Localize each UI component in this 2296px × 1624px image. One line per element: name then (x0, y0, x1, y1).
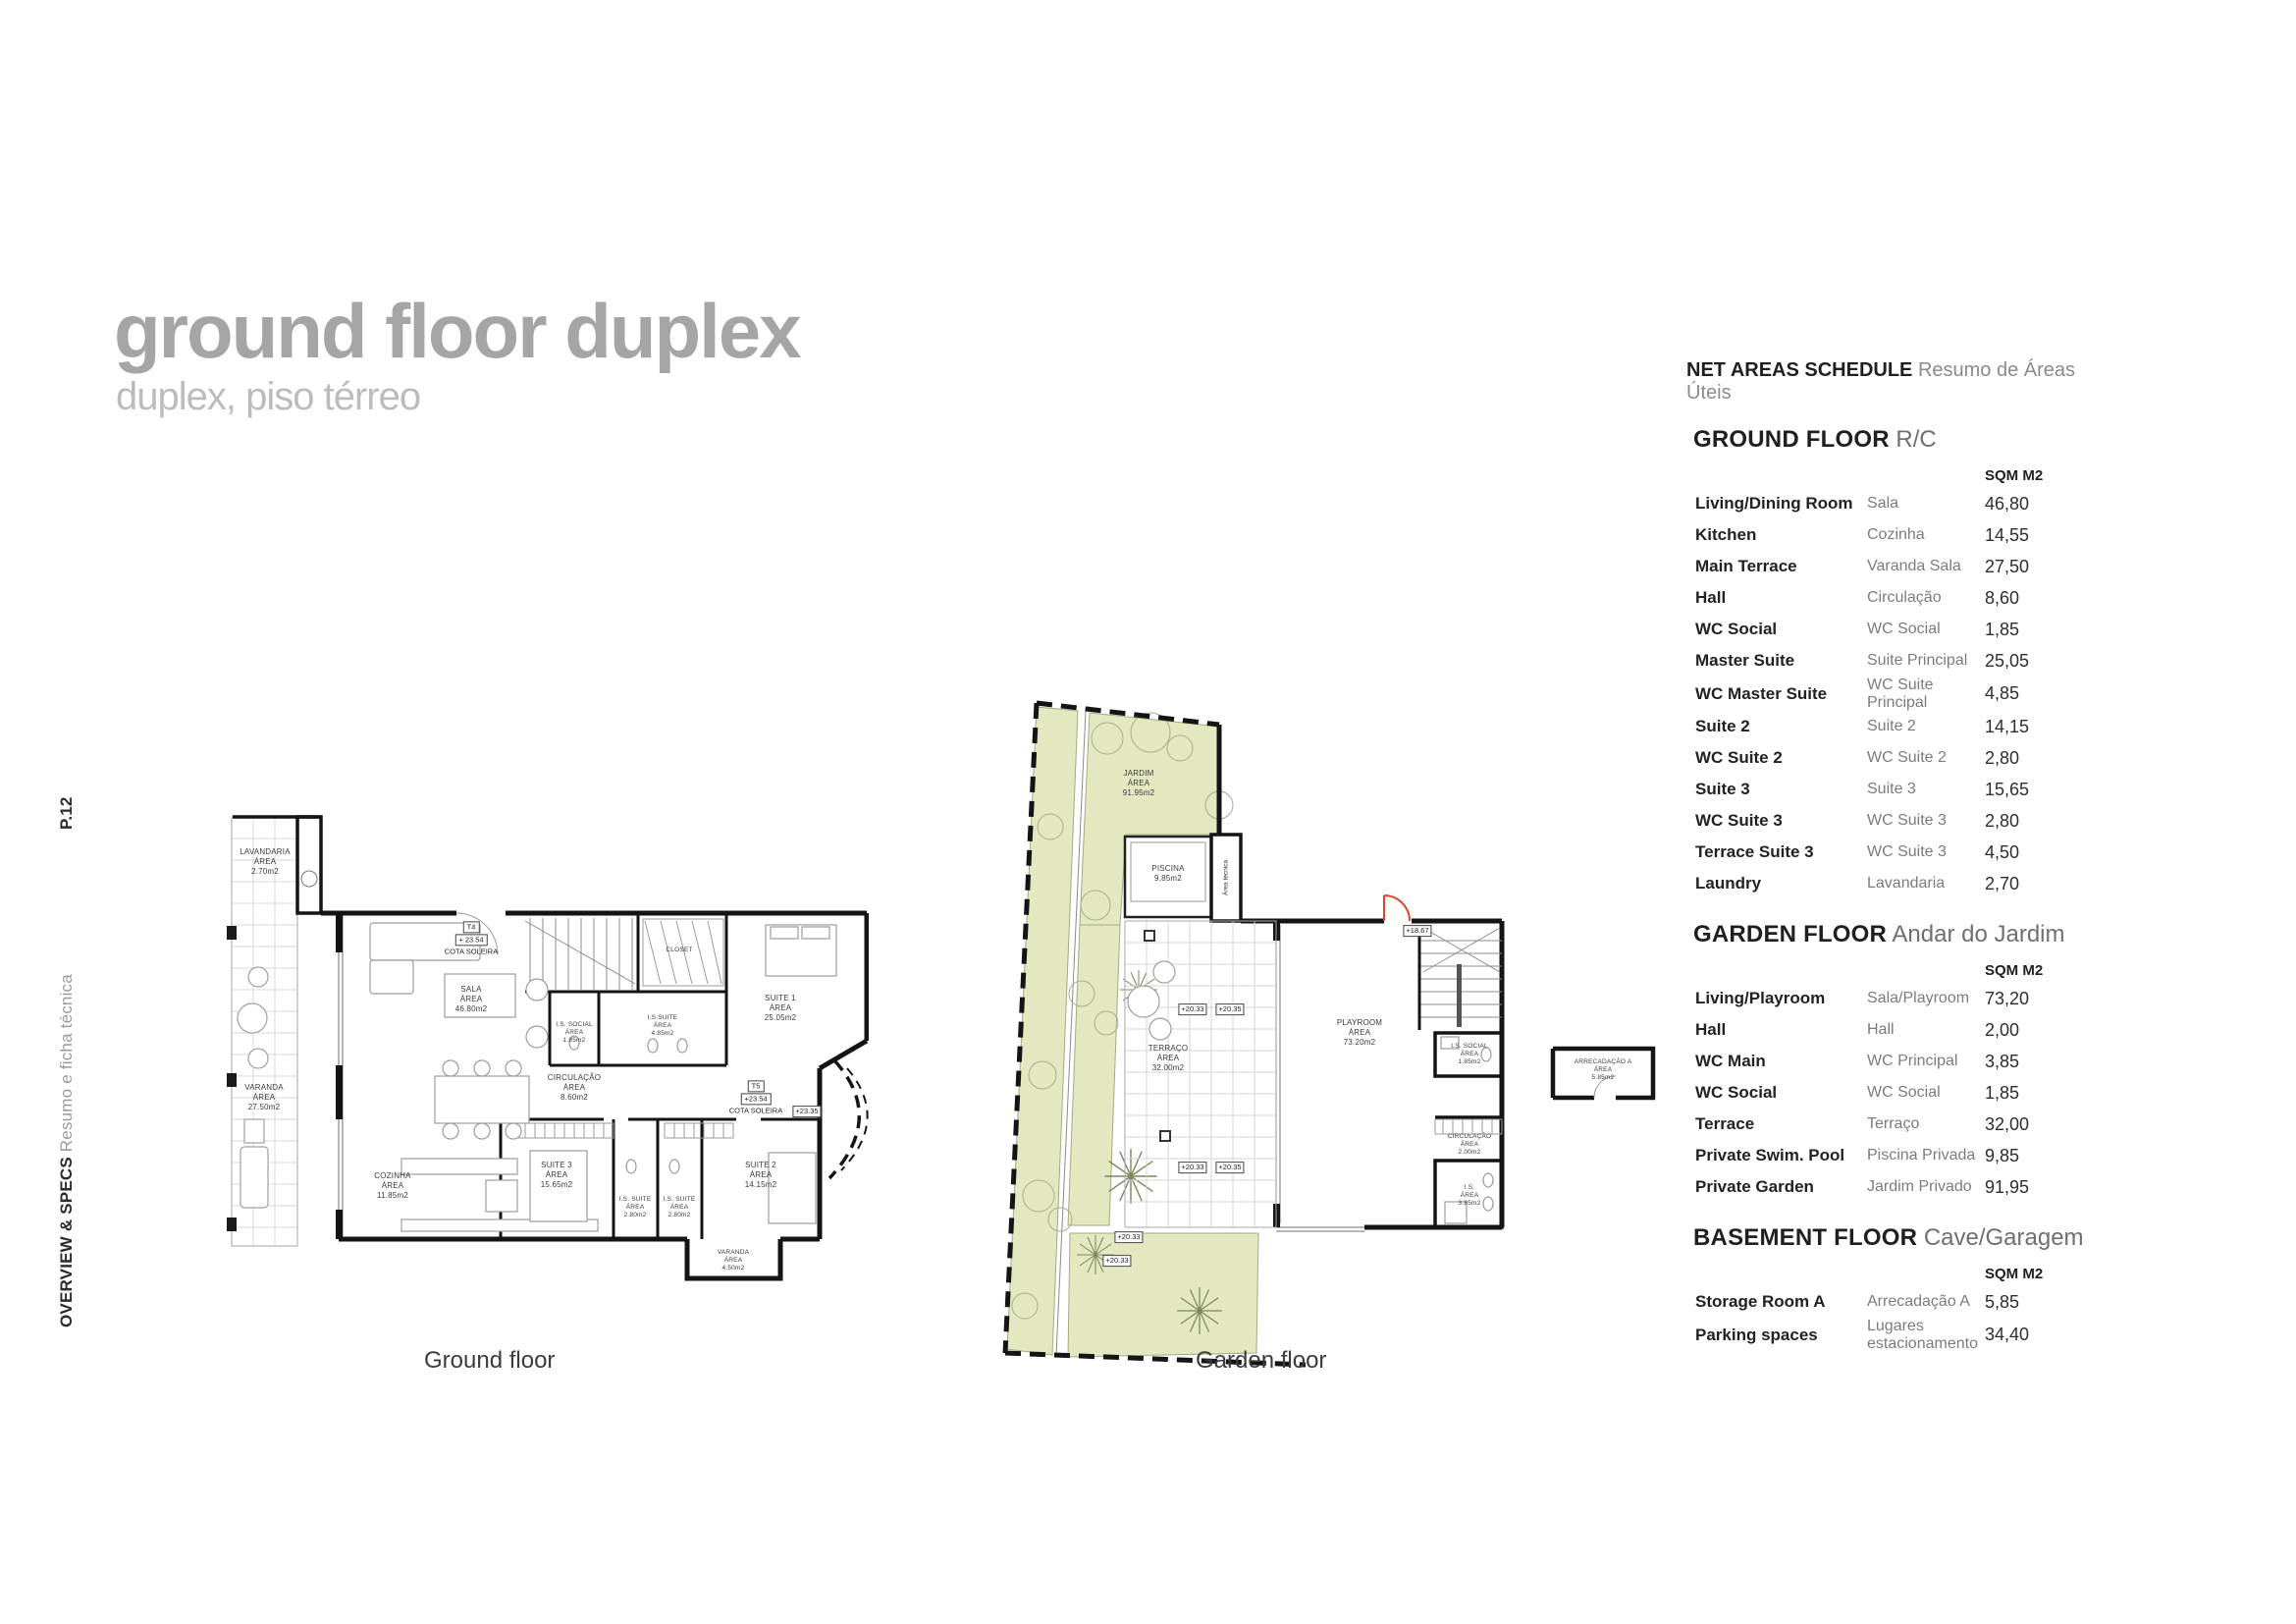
row-value: 8,60 (1985, 587, 2020, 608)
row-label-en: WC Suite 2 (1695, 748, 1783, 768)
row-label-en: Kitchen (1695, 525, 1757, 544)
row-value: 15,65 (1985, 779, 2030, 799)
row-value: 25,05 (1985, 650, 2030, 671)
schedule-row (1695, 551, 2125, 582)
row-label-pt: Hall (1867, 1021, 1895, 1039)
row-label-en: Master Suite (1695, 651, 1795, 670)
row-label-pt: Terraço (1867, 1115, 1920, 1133)
schedule-rows (1695, 983, 2125, 1203)
schedule-rows (1695, 488, 2125, 899)
plan-label: +23.35 (792, 1106, 821, 1117)
schedule-row (1695, 742, 2125, 774)
plan-label: SUITE 2 ÁREA 14.15m2 (744, 1161, 777, 1189)
row-value: 14,15 (1985, 716, 2030, 736)
plan-label: TERRAÇO ÁREA 32.00m2 (1148, 1044, 1189, 1072)
page-number: P.12 (57, 796, 76, 830)
page-number-vertical (57, 796, 77, 830)
row-label-en: Terrace Suite 3 (1695, 842, 1814, 862)
schedule-row (1695, 1014, 2125, 1046)
row-label-en: Hall (1695, 588, 1727, 607)
row-value: 9,85 (1985, 1145, 2020, 1165)
row-value: 73,20 (1985, 988, 2030, 1008)
row-label-pt: Suite 2 (1867, 718, 1916, 735)
row-label-pt: WC Suite 3 (1867, 843, 1947, 861)
plan-label: SALA ÁREA 46.80m2 (454, 985, 488, 1013)
title-block (114, 288, 800, 418)
plan-label: LAVANDARIA ÁREA 2.70m2 (240, 847, 291, 876)
schedule-title-en: NET AREAS SCHEDULE (1686, 359, 1913, 381)
schedule-row (1695, 1286, 2125, 1318)
row-label-en: WC Suite 3 (1695, 811, 1783, 831)
sqm-header-row (1695, 1266, 2125, 1282)
schedule-row (1695, 711, 2125, 742)
row-label-en: Terrace (1695, 1114, 1755, 1134)
row-value: 3,85 (1985, 1051, 2020, 1071)
sqm-header: SQM M2 (1985, 1266, 2044, 1283)
plan-label: I.S.SUITE ÁREA 4.85m2 (647, 1013, 678, 1038)
plan-label: Área técnica (1222, 859, 1230, 896)
plan-label: I.S. ÁREA 3.85m2 (1458, 1183, 1481, 1208)
schedule-row (1695, 614, 2125, 645)
ground-floor-plan-labels (191, 530, 869, 1326)
row-value: 91,95 (1985, 1176, 2030, 1197)
schedule-row (1695, 488, 2125, 519)
plan-label: +20.33 (1178, 1003, 1206, 1015)
row-label-pt: Sala (1867, 495, 1899, 513)
plan-label: CLOSET (666, 946, 693, 953)
schedule-sections (1683, 426, 2125, 1352)
plan-label: VARANDA ÁREA 27.50m2 (244, 1083, 284, 1111)
plan-label: COZINHA ÁREA 11.85m2 (374, 1171, 411, 1200)
row-label-pt: Arrecadação A (1867, 1293, 1970, 1311)
row-label-en: WC Master Suite (1695, 683, 1828, 703)
row-value: 2,80 (1985, 810, 2020, 831)
plan-label: T4 + 23.54 COTA SOLEIRA (444, 922, 499, 955)
row-label-en: Private Swim. Pool (1695, 1146, 1845, 1165)
page-title: ground floor duplex (114, 288, 800, 374)
row-label-pt: Cozinha (1867, 526, 1925, 544)
plan-label: ARRECADAÇÃO A ÁREA 5.85m2 (1574, 1057, 1632, 1082)
plan-label: JARDIM ÁREA 91.95m2 (1122, 769, 1155, 797)
schedule-title-pt: Resumo de Áreas Úteis (1686, 359, 2076, 404)
plan-label: +20.33 (1102, 1255, 1131, 1267)
section-label-en: OVERVIEW & SPECS (57, 1157, 76, 1327)
plan-label: +18.67 (1403, 925, 1431, 937)
row-value: 1,85 (1985, 1082, 2020, 1103)
row-value: 27,50 (1985, 556, 2030, 576)
row-label-pt: WC Social (1867, 1084, 1941, 1102)
sqm-header-row (1695, 467, 2125, 484)
plan-label: PISCINA 9,85m2 (1151, 864, 1185, 883)
schedule-row (1695, 677, 2125, 711)
row-label-pt: WC Principal (1867, 1053, 1958, 1070)
row-label-pt: WC Suite Principal (1867, 677, 1934, 711)
schedule-section-header: GARDEN FLOOR Andar do Jardim (1693, 921, 2065, 948)
plan-label: +20.33 (1114, 1231, 1143, 1243)
plan-label: +20.35 (1215, 1162, 1244, 1173)
sqm-header: SQM M2 (1985, 962, 2044, 980)
row-label-pt: WC Suite 2 (1867, 749, 1947, 767)
row-value: 2,00 (1985, 1019, 2020, 1040)
row-value: 32,00 (1985, 1113, 2030, 1134)
row-label-en: Living/Dining Room (1695, 494, 1853, 513)
page-subtitle: duplex, piso térreo (116, 375, 421, 418)
row-value: 14,55 (1985, 524, 2030, 545)
row-label-en: WC Main (1695, 1052, 1766, 1071)
row-value: 2,80 (1985, 747, 2020, 768)
schedule-row (1695, 1318, 2125, 1352)
row-label-en: Storage Room A (1695, 1292, 1826, 1312)
plan-label: I.S. SUITE ÁREA 2.80m2 (618, 1195, 652, 1219)
schedule-row (1695, 582, 2125, 614)
schedule-section-header: GROUND FLOOR R/C (1693, 426, 1937, 453)
plan-label: SUITE 1 ÁREA 25.05m2 (764, 994, 797, 1022)
row-label-pt: Suite Principal (1867, 652, 1968, 670)
schedule-row (1695, 1171, 2125, 1203)
row-value: 34,40 (1985, 1325, 2030, 1345)
schedule-row (1695, 983, 2125, 1014)
sqm-header-row (1695, 962, 2125, 979)
schedule-row (1695, 1077, 2125, 1109)
schedule-row (1695, 1140, 2125, 1171)
row-label-pt: Circulação (1867, 589, 1942, 607)
row-label-pt: WC Suite 3 (1867, 812, 1947, 830)
schedule-row (1695, 868, 2125, 899)
plan-label: VARANDA ÁREA 4.50m2 (717, 1248, 750, 1272)
row-value: 4,50 (1985, 841, 2020, 862)
row-label-pt: Lavandaria (1867, 875, 1946, 893)
schedule-row (1695, 774, 2125, 805)
plan-label: CIRCULAÇÃO ÁREA 2.00m2 (1447, 1132, 1492, 1157)
schedule-section-header: BASEMENT FLOOR Cave/Garagem (1693, 1224, 2084, 1252)
ground-floor-caption: Ground floor (424, 1347, 556, 1374)
plan-label: CIRCULAÇÃO ÁREA 8.60m2 (547, 1073, 602, 1102)
garden-floor-plan (991, 677, 1679, 1384)
garden-floor-caption: Garden floor (1196, 1347, 1327, 1374)
net-areas-schedule (1683, 359, 2125, 1352)
row-label-pt: Sala/Playroom (1867, 990, 1970, 1007)
row-label-pt: Varanda Sala (1867, 558, 1961, 575)
row-value: 46,80 (1985, 493, 2030, 514)
row-value: 1,85 (1985, 619, 2020, 639)
plan-label: T5 +23.54 COTA SOLEIRA (728, 1081, 783, 1114)
row-label-en: WC Social (1695, 620, 1778, 638)
row-label-pt: Piscina Privada (1867, 1147, 1976, 1164)
row-value: 2,70 (1985, 873, 2020, 893)
row-label-pt: WC Social (1867, 621, 1941, 638)
section-label-pt: Resumo e ficha técnica (57, 974, 76, 1153)
row-label-pt: Suite 3 (1867, 781, 1916, 798)
row-value: 5,85 (1985, 1291, 2020, 1312)
row-label-en: Parking spaces (1695, 1325, 1818, 1344)
row-label-en: Private Garden (1695, 1177, 1814, 1197)
row-label-en: Main Terrace (1695, 557, 1797, 575)
row-label-en: Laundry (1695, 874, 1762, 893)
schedule-row (1695, 519, 2125, 551)
plan-label: I.S. SOCIAL ÁREA 1.85m2 (1451, 1042, 1488, 1066)
schedule-row (1695, 805, 2125, 837)
row-label-en: WC Social (1695, 1083, 1778, 1103)
plan-label: +20.35 (1215, 1003, 1244, 1015)
row-label-en: Living/Playroom (1695, 989, 1826, 1008)
row-label-pt: Jardim Privado (1867, 1178, 1972, 1196)
row-value: 4,85 (1985, 683, 2020, 704)
row-label-en: Suite 3 (1695, 780, 1750, 799)
schedule-title (1686, 359, 2125, 405)
row-label-pt: Lugares estacionamento (1867, 1318, 1978, 1352)
row-label-en: Hall (1695, 1020, 1727, 1040)
schedule-rows (1695, 1286, 2125, 1352)
schedule-row (1695, 645, 2125, 677)
plan-label: PLAYROOM ÁREA 73.20m2 (1336, 1018, 1383, 1047)
sqm-header: SQM M2 (1985, 467, 2044, 484)
row-label-en: Suite 2 (1695, 717, 1750, 736)
schedule-row (1695, 837, 2125, 868)
ground-floor-plan (191, 530, 869, 1326)
plan-label: +20.33 (1178, 1162, 1206, 1173)
section-label-vertical (57, 974, 77, 1327)
plan-label: I.S. SOCIAL ÁREA 1.85m2 (556, 1020, 593, 1045)
plan-label: I.S. SUITE ÁREA 2.80m2 (663, 1195, 696, 1219)
schedule-row (1695, 1109, 2125, 1140)
garden-floor-plan-labels (991, 677, 1679, 1384)
schedule-row (1695, 1046, 2125, 1077)
plan-label: SUITE 3 ÁREA 15.65m2 (540, 1161, 573, 1189)
